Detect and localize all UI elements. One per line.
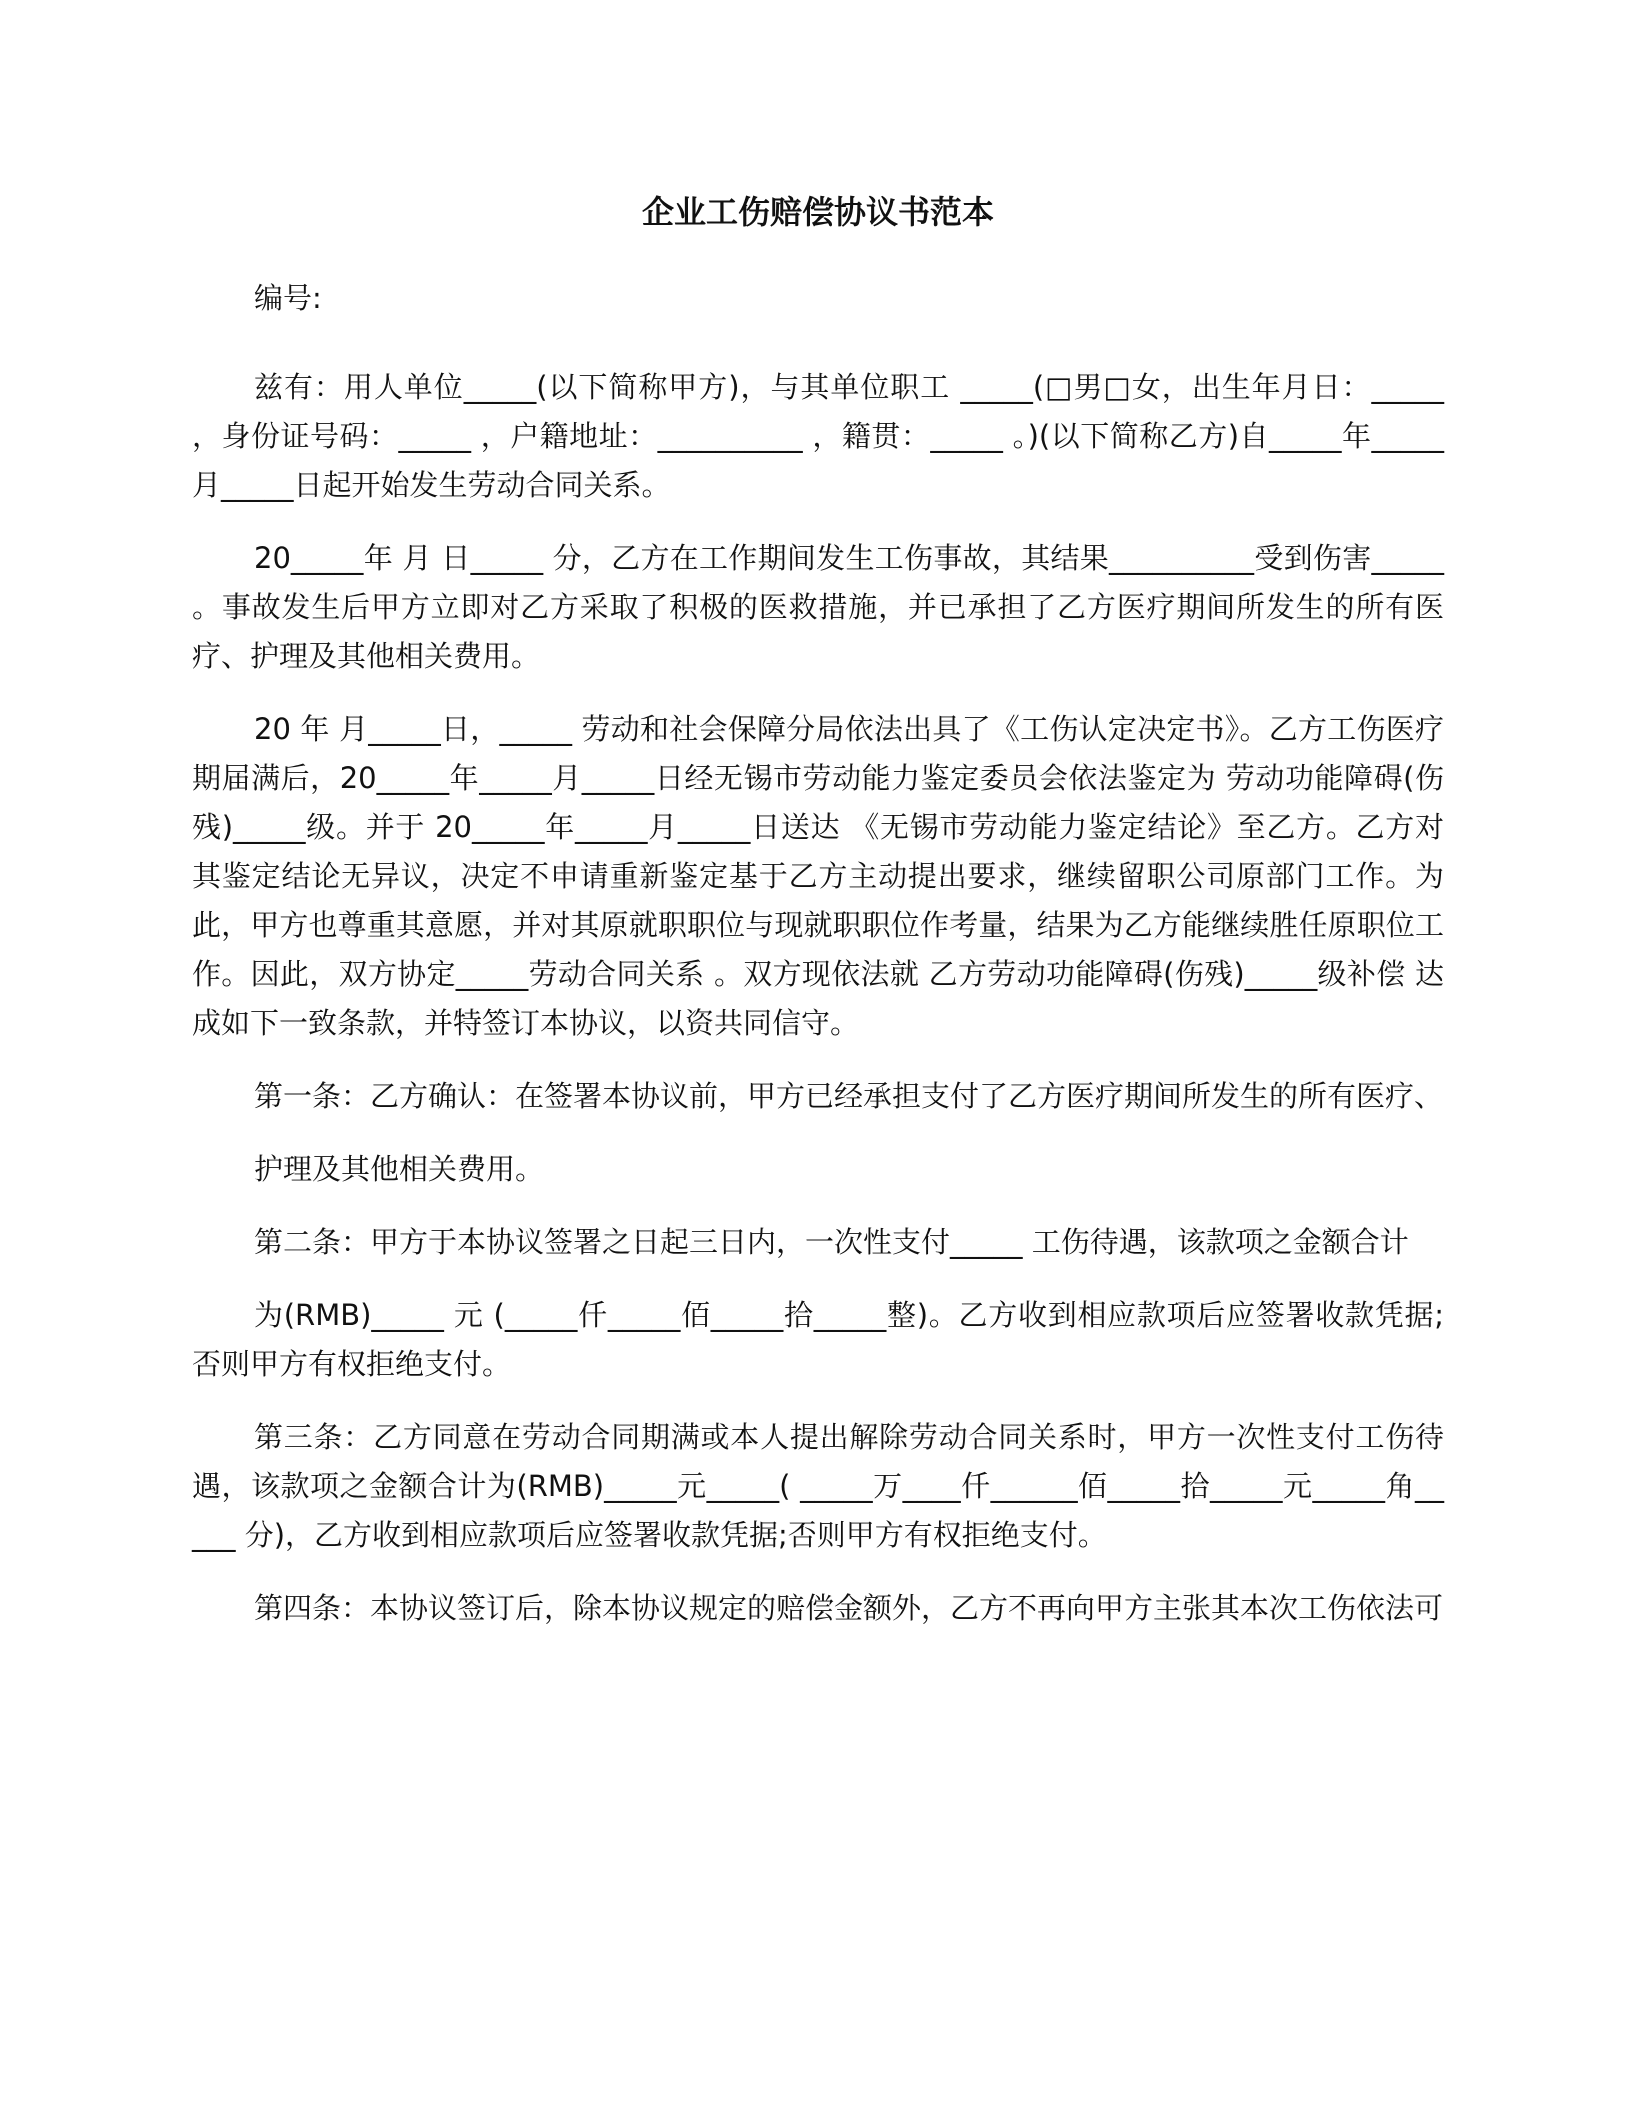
accident-paragraph: 20_____年 月 日_____ 分，乙方在工作期间发生工伤事故，其结果__________受到伤害_____ 。事故发生后甲方立即对乙方采取了积极的医救措施，并已承担了乙方医疗期间所发生的所有医疗、护理及其他相关费用。 [192,541,1444,673]
appraisal-paragraph: 20 年 月_____日，_____ 劳动和社会保障分局依法出具了《工伤认定决定书》。乙方工伤医疗期届满后，20_____年_____月_____日经无锡市劳动能力鉴定委员会依法鉴定为 劳动功能障碍(伤残)_____级。并于 20_____年_____月_____日送达 《无锡市劳动能力鉴定结论》至乙方。乙方对其鉴定结论无异议，决定不申请重新鉴定基于乙方主动提出要求，继续留职公司原部门工作。为此，甲方也尊重其意愿，并对其原就职职位与现就职职位作考量，结果为乙方能继续胜任原职位工作。因此，双方协定_____劳动合同关系 。双方现依法就 乙方劳动功能障碍(伤残)_____级补偿 达成如下一致条款，并特签订本协议，以资共同信守。 [192,712,1444,1040]
article-1-continuation: 护理及其他相关费用。 [254,1152,545,1186]
parties-paragraph: 兹有：用人单位_____(以下简称甲方)，与其单位职工 _____(□男□女，出生年月日：_____ ，身份证号码：_____ ，户籍地址：__________ ，籍贯：_____ 。)(以下简称乙方)自_____年_____月_____日起开始发生劳动合同关系。 [192,370,1444,502]
serial-number-line: 编号: [254,281,322,315]
document-title: 企业工伤赔偿协议书范本 [641,193,994,231]
article-4-paragraph: 第四条：本协议签订后，除本协议规定的赔偿金额外，乙方不再向甲方主张其本次工伤依法可 [254,1591,1444,1625]
document-page [192,190,1444,1657]
article-2-paragraph: 第二条：甲方于本协议签署之日起三日内，一次性支付_____ 工伤待遇，该款项之金额合计 [254,1225,1409,1259]
article-1-paragraph: 第一条：乙方确认：在签署本协议前，甲方已经承担支付了乙方医疗期间所发生的所有医疗、 [254,1079,1444,1113]
article-3-paragraph: 第三条：乙方同意在劳动合同期满或本人提出解除劳动合同关系时，甲方一次性支付工伤待遇，该款项之金额合计为(RMB)_____元_____( _____万____仟______佰_____拾_____元_____角_____ 分)，乙方收到相应款项后应签署收款凭据;否则甲方有权拒绝支付。 [192,1420,1444,1552]
article-2-continuation: 为(RMB)_____ 元 (_____仟_____佰_____拾_____整)。乙方收到相应款项后应签署收款凭据;否则甲方有权拒绝支付。 [192,1298,1444,1381]
